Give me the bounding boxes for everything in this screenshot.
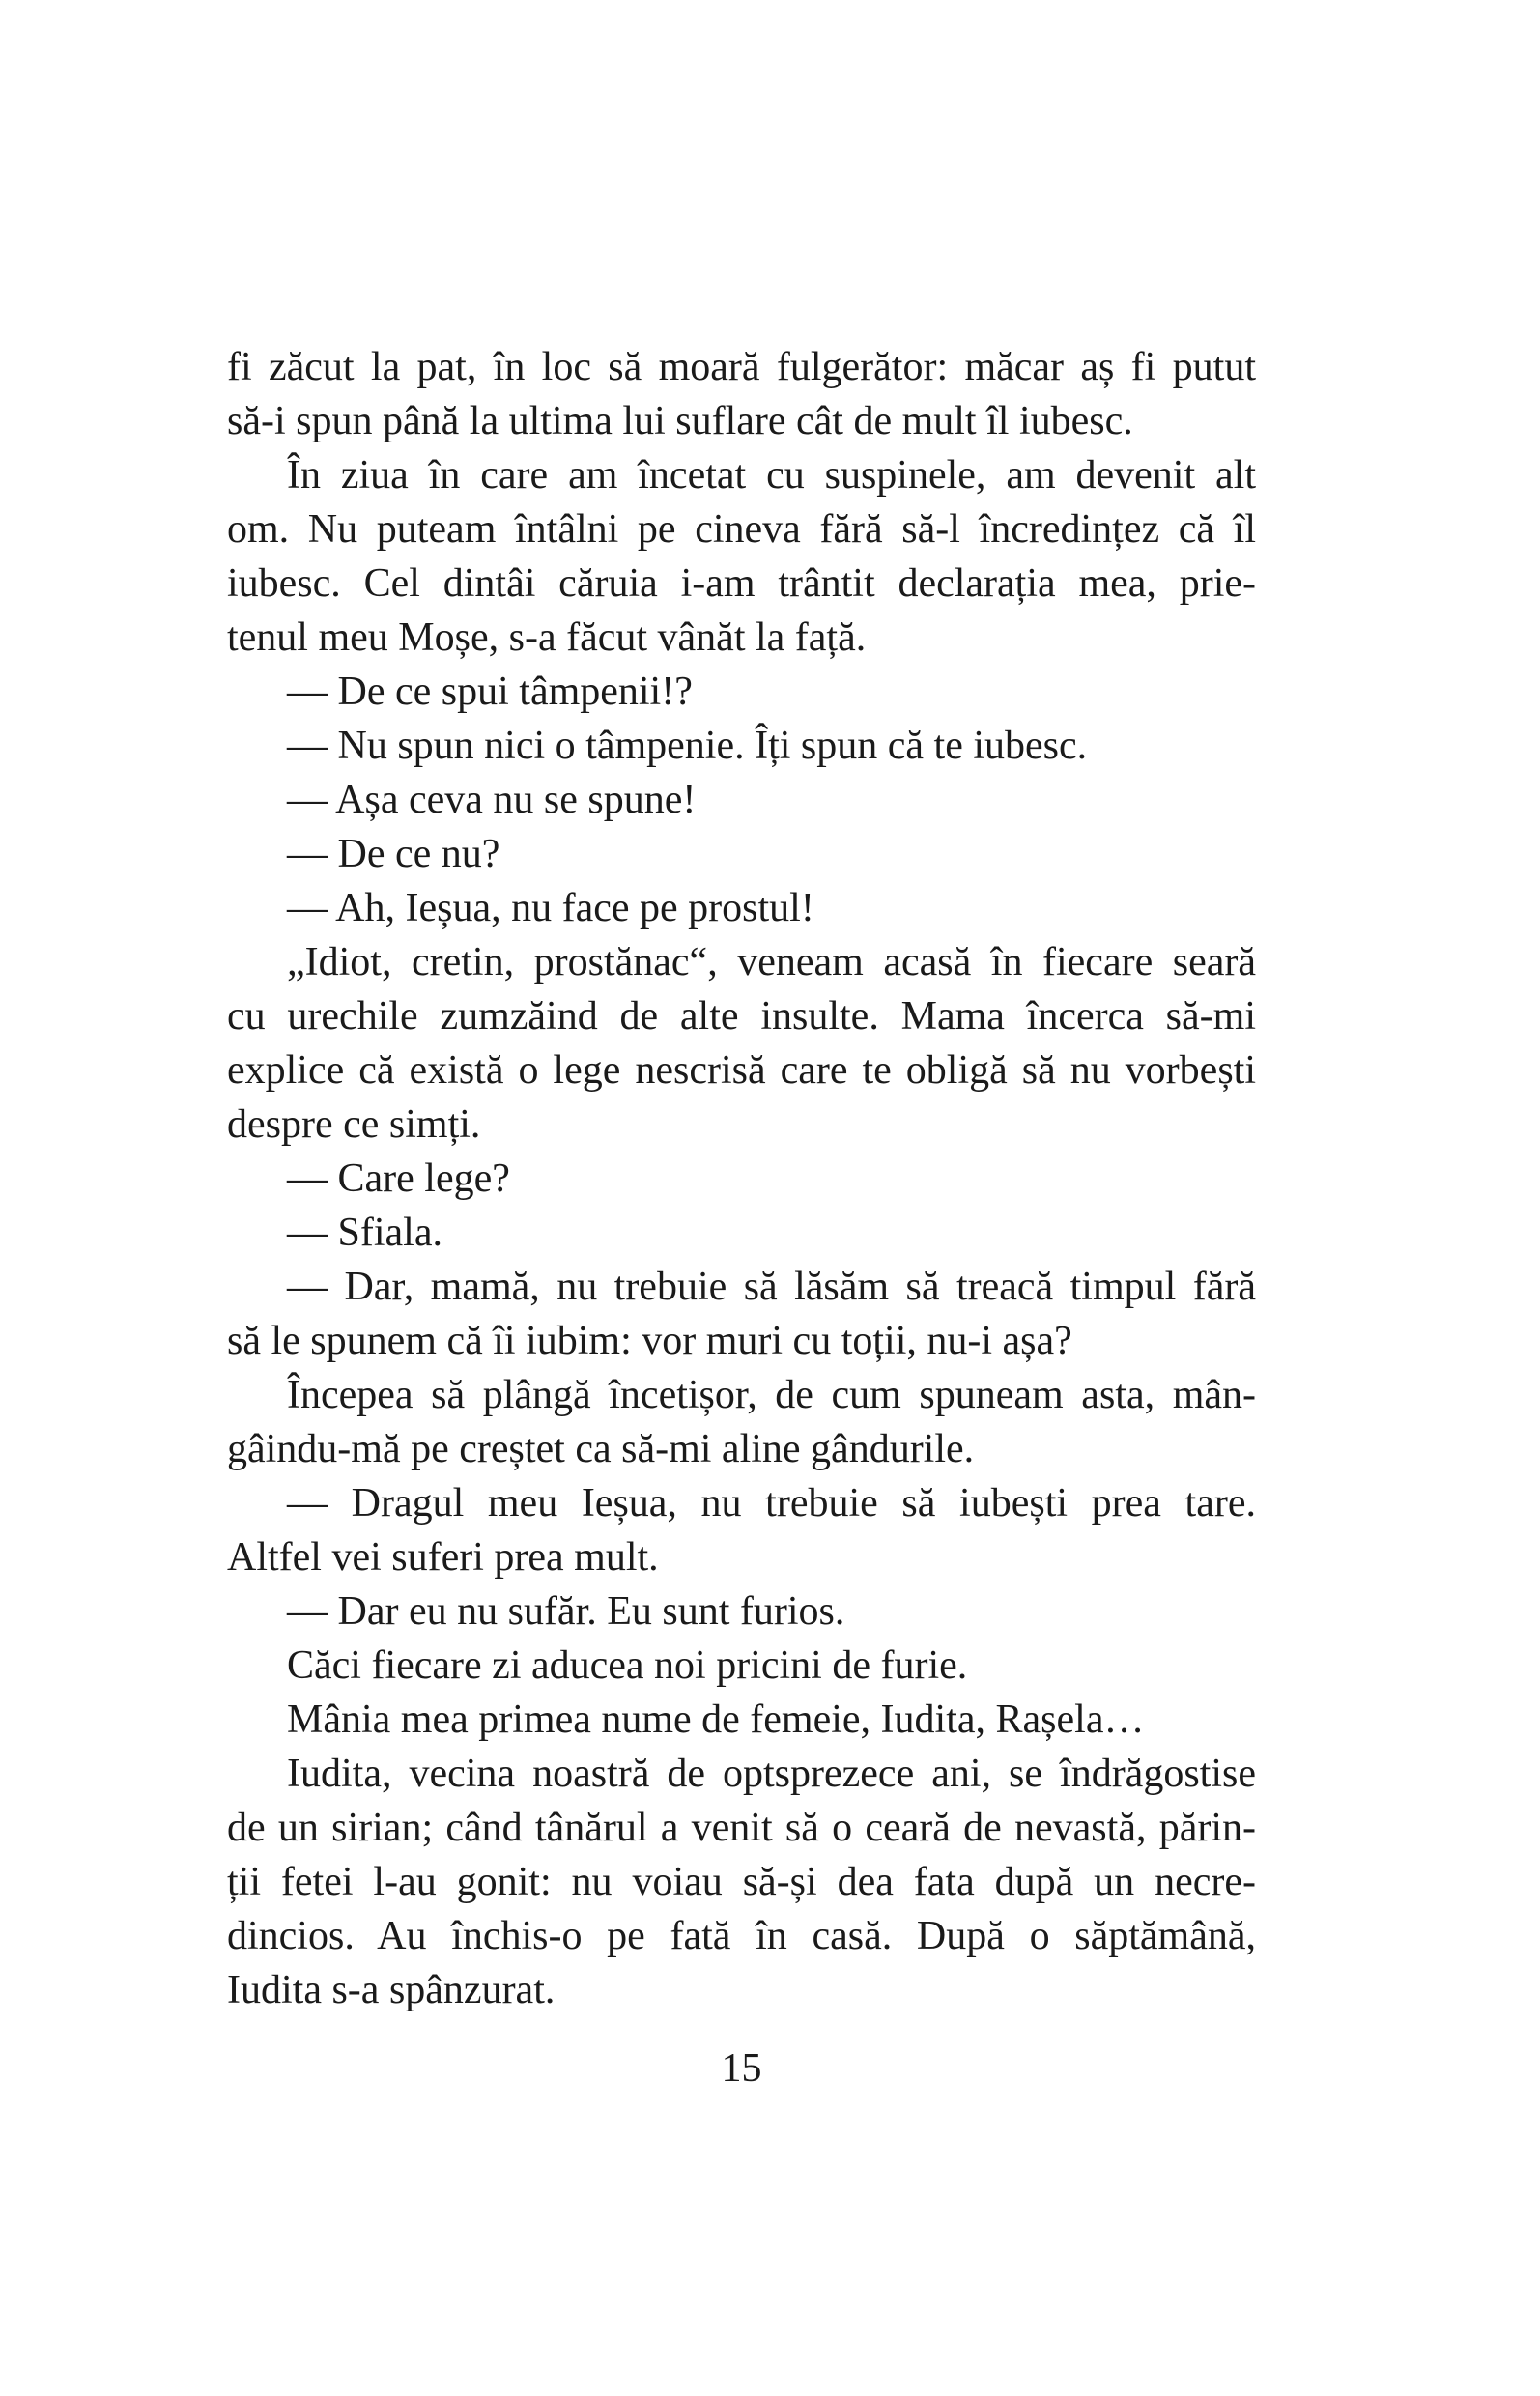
text-line: Căci fiecare zi aducea noi pricini de furie. (287, 1643, 968, 1688)
text-line: — Sfiala. (287, 1211, 442, 1255)
text-line: dincios. Au închis-o pe fată în casă. După o săptămână, (227, 1914, 1256, 1958)
text-line: să le spunem că îi iubim: vor muri cu toții, nu-i așa? (227, 1319, 1072, 1363)
text-line: — Ah, Ieșua, nu face pe prostul! (287, 886, 814, 930)
text-line: fi zăcut la pat, în loc să moară fulgerător: măcar aș fi putut (227, 345, 1256, 389)
text-line: — De ce nu? (287, 832, 500, 876)
text-line: de un sirian; când tânărul a venit să o ceară de nevastă, părin- (227, 1806, 1256, 1850)
text-line: — Așa ceva nu se spune! (287, 778, 697, 822)
text-line: „Idiot, cretin, prostănac“, veneam acasă în fiecare seară (287, 940, 1256, 984)
text-line: tenul meu Moșe, s-a făcut vânăt la față. (227, 615, 867, 660)
text-line: gâindu-mă pe creștet ca să-mi aline gândurile. (227, 1427, 975, 1471)
text-line: — Care lege? (287, 1156, 510, 1201)
text-line: Altfel vei suferi prea mult. (227, 1535, 659, 1580)
text-block (227, 340, 1256, 2017)
text-line: om. Nu puteam întâlni pe cineva fără să-l încredințez că îl (227, 507, 1256, 552)
text-line: În ziua în care am încetat cu suspinele, am devenit alt (287, 453, 1256, 498)
text-line: — De ce spui tâmpenii!? (287, 670, 693, 714)
text-line: ții fetei l-au gonit: nu voiau să-și dea fata după un necre- (227, 1860, 1256, 1904)
page-number: 15 (721, 2046, 762, 2091)
text-line: Iudita, vecina noastră de optsprezece ani, se îndrăgostise (287, 1752, 1256, 1796)
text-line: — Dragul meu Ieșua, nu trebuie să iubești prea tare. (287, 1481, 1256, 1526)
text-line: despre ce simți. (227, 1102, 481, 1147)
text-line: Începea să plângă încetișor, de cum spuneam asta, mân- (287, 1373, 1256, 1417)
text-line: cu urechile zumzăind de alte insulte. Mama încerca să-mi (227, 994, 1256, 1039)
text-line: să-i spun până la ultima lui suflare cât de mult îl iubesc. (227, 399, 1133, 443)
text-line: Iudita s-a spânzurat. (227, 1968, 556, 2012)
text-line: explice că există o lege nescrisă care te obligă să nu vorbești (227, 1048, 1256, 1093)
text-line: iubesc. Cel dintâi căruia i-am trântit declarația mea, prie- (227, 561, 1256, 606)
text-line: — Nu spun nici o tâmpenie. Îți spun că te iubesc. (287, 724, 1088, 768)
text-line: — Dar, mamă, nu trebuie să lăsăm să treacă timpul fără (287, 1265, 1256, 1309)
text-line: Mânia mea primea nume de femeie, Iudita, Rașela… (287, 1697, 1145, 1742)
text-line: — Dar eu nu sufăr. Eu sunt furios. (287, 1589, 845, 1634)
